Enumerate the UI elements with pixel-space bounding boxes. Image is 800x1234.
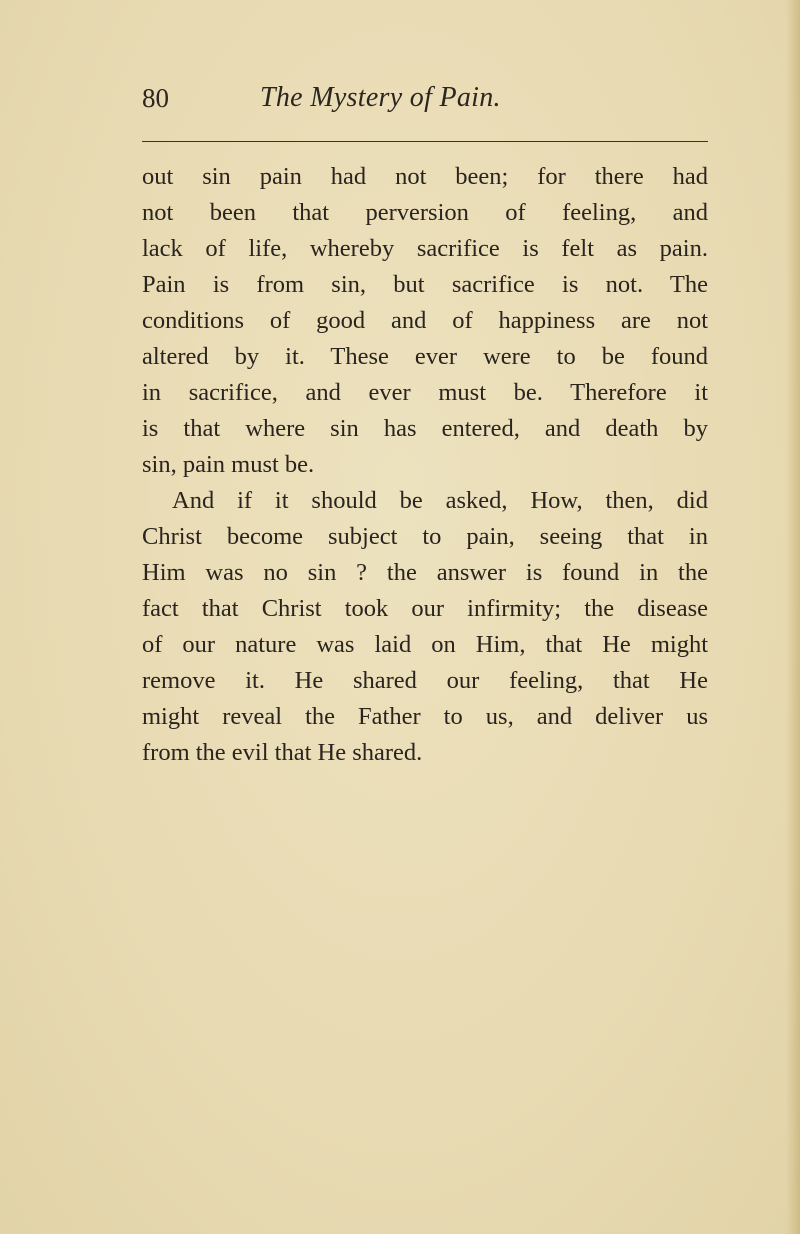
text-line: might reveal the Father to us, and deliver us — [142, 703, 708, 730]
text-line: not been that perversion of feeling, and — [142, 199, 708, 226]
text-line: out sin pain had not been; for there had — [142, 163, 708, 190]
text-line: Christ become subject to pain, seeing that in — [142, 523, 708, 550]
page-header — [142, 80, 708, 120]
running-title: The Mystery of Pain. — [260, 82, 501, 113]
text-line: Pain is from sin, but sacrifice is not. The — [142, 271, 708, 298]
body-text — [142, 159, 708, 771]
text-line: remove it. He shared our feeling, that He — [142, 667, 708, 694]
text-line: is that where sin has entered, and death by — [142, 415, 708, 442]
text-line: lack of life, whereby sacrifice is felt as pain. — [142, 235, 708, 262]
text-line: in sacrifice, and ever must be. Therefore it — [142, 379, 708, 406]
text-line: Him was no sin ? the answer is found in the — [142, 559, 708, 586]
text-line: from the evil that He shared. — [142, 739, 423, 766]
text-line: of our nature was laid on Him, that He might — [142, 631, 708, 658]
page-edge-shadow — [786, 0, 800, 1234]
text-line: sin, pain must be. — [142, 451, 315, 478]
text-line: conditions of good and of happiness are not — [142, 307, 708, 334]
text-line: altered by it. These ever were to be found — [142, 343, 708, 370]
header-rule — [142, 141, 708, 142]
text-line: And if it should be asked, How, then, did — [172, 487, 708, 514]
text-line: fact that Christ took our infirmity; the disease — [142, 595, 708, 622]
page-number: 80 — [142, 83, 169, 113]
